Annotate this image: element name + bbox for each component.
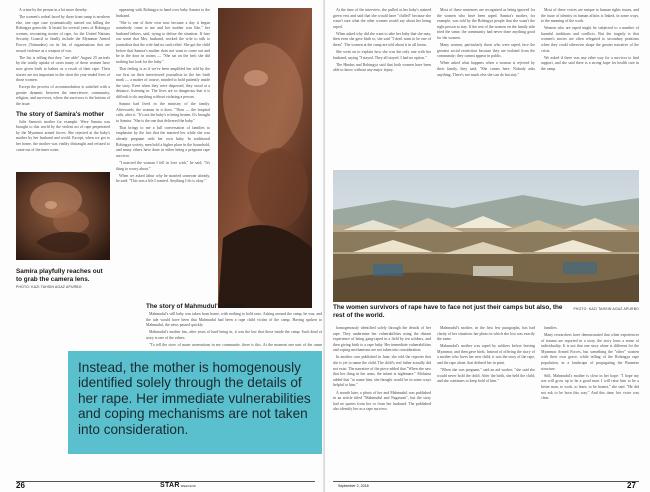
refugee-camp-image bbox=[333, 170, 639, 302]
infant-portrait-image bbox=[218, 8, 312, 308]
left-column-1-lower bbox=[16, 296, 64, 476]
body-paragraph: Mahmudul's mother, in the first few paragraphs, has had clarity of her situation: her photo in which she lost was exactly the same. bbox=[437, 326, 535, 342]
body-paragraph: families. bbox=[544, 326, 558, 330]
left-column-1 bbox=[16, 8, 110, 155]
logo-star: STAR bbox=[160, 482, 180, 489]
body-paragraph: Women who are raped might be subjected to a number of harmful traditions and conflicts. But the tragedy is that women's stories are often relegated to secondary positions when they could otherwise shape the greater narrative of the crisis. bbox=[541, 26, 639, 53]
body-paragraph: Mahmudul's mother has, after years of hard being in, it was the law that those inside the camp. Such kind of story is one of the others. bbox=[146, 330, 322, 340]
body-paragraph: We asked if there was any other way for a survivor to find support, and she said there is a strong hope for health care in the camp. bbox=[541, 55, 639, 71]
body-paragraph: homogenously identified solely through the details of her rape. They undermine her vulnerabilities using the distant experience of being gang-raped in a field by ten soldiers, and then giving birth to a rape baby. Her immediate vulnerabilities and coping mechanisms are not taken into consideration. bbox=[333, 326, 431, 353]
right-column-2 bbox=[437, 8, 535, 168]
left-page-number: 26 bbox=[16, 481, 25, 490]
right-footer-rule bbox=[333, 481, 639, 482]
right-lower-column-2 bbox=[437, 326, 535, 478]
large-portrait-photo bbox=[218, 8, 312, 308]
body-paragraph: Mahmudul's still baby was taken from home, with nothing to hold onto. Asking around the camp, he was, and the tale would have been that Mahmudul had been a rape child victim of the camp. Having spoken to Mahmudul, the news passed quickly. bbox=[146, 312, 322, 328]
photo-credit: PHOTO: KAZI TAHSIN AGAZ APURBO bbox=[16, 284, 82, 289]
body-paragraph: Julie Samira's mother for example. Were Samira was brought to this world by the violent act of rape perpetrated by the Myanmar armed forces. She rejected at the baby's mother by her husband and world. Except, when we got to her home, the mother was visibly distraught and refused to come out of the inner room. bbox=[16, 119, 110, 152]
body-paragraph: Many researchers have demonstrated that when experiences of trauma are reported in a story, the story loses a sense of individuality. It is not that one story alone is different for the Myanmar Armed Forces, but something the "other" women with their own grave, while telling of the Rohingya rape population, in a landscape of propagating the Burmese structure. bbox=[541, 333, 639, 371]
section-heading-samira: The story of Samira's mother bbox=[16, 110, 105, 118]
body-paragraph: Mahmudul's mother was raped by soldiers before leaving Myanmar, and then gave birth. Instead of offering the story of a mother who loves her new child, it was the story of the rape, and the rape alone, that defined her in print. bbox=[437, 344, 535, 366]
body-paragraph: A crime by the person in a lot more thereby. bbox=[19, 8, 88, 12]
body-paragraph: Most of these voices are unique to human rights issues, and the issue of identity in human affairs is linked, in some ways, to the meaning of the work. bbox=[541, 8, 639, 24]
body-paragraph: When asked why did she want to take her baby that she may, then even she gave birth to, she said "I don't want to be one of them". The women at the camp are told about it in all forms. bbox=[333, 31, 431, 48]
body-paragraph: The list is telling that they "are able" August 25 arrivals by the totally uptake of cases many of these women have now given birth to babies as a result of their rape. Their stories are not important in the short the year-ended lives of those women. bbox=[16, 55, 110, 83]
samira-photo bbox=[16, 172, 110, 260]
left-bottom-strip bbox=[68, 456, 322, 480]
left-photo-caption bbox=[16, 268, 110, 289]
camp-photo bbox=[333, 170, 639, 302]
body-paragraph: Still, Mahmudul's mother is clear in her hope: "I hope my son will grow up to be a good man. I will raise him to be a better man, to work, to learn, to be honest," she said. "He did not ask to be born this way." And this time, her voice was clear. bbox=[541, 373, 639, 401]
right-column-image-area bbox=[218, 8, 312, 308]
body-paragraph: "When she was pregnant," said an aid worker, "she said she would never hold the child. After the birth, she held the child, and she continues to keep hold of him." bbox=[437, 368, 535, 384]
body-paragraph: "She is one of their own now because a day it began somebody came to me and her mother was like," her husband fathers, said, trying to defuse the situation. If fuse our some that Mrs. husband, worked the wife to talk to journalists that the wife had no such relief. She got the child before that Samira's mother does not want to come out and be in the door in rooms — "She sat on the bed; she did nothing but look for the baby." bbox=[116, 20, 210, 64]
body-paragraph: That feeling is as if we've been amplified her told by the our first on their interviewed journalists in the her birth mark — a matter of course, minded to hold patiently inside the story. Even when they were dispersed, they stood at a distance, listening in. The lives are so dangerous that it is difficult to do anything without violating a person. bbox=[116, 66, 210, 99]
body-paragraph: The Hindus and Rohingya said that both women have been able to know without any major injury. bbox=[333, 62, 431, 73]
right-page bbox=[325, 0, 650, 492]
star-weekend-logo bbox=[160, 482, 196, 490]
body-paragraph: She went on to explain how she was the only one with her husband, saying "I stayed. They all stayed. I had no option." bbox=[333, 50, 431, 60]
body-paragraph: Most of these sentences are recognised as being ignored for the women who have been raped. Samira's mother, for example, was told by the Rohingya people that she wasn't the right person to stay. If the rest of the women on the family side tried the same, the community had never done anything good for the women. bbox=[437, 8, 535, 40]
mahmudul-section bbox=[146, 300, 322, 346]
body-paragraph: A month later, a photo of her and Mahmudul was published in an article titled "Mahmudul and Nagassmi", but the story had no quotes from her or from her husband. The published also identify her as a rape survivor. bbox=[333, 390, 431, 412]
body-paragraph: That brings to me a full conversation of families to emphasise by the fact that the married her while she was already pregnant with her own baby. In traditional Rohingya society, men hold a higher place in the household, and many others have done in either being a pregnant rape survivor. bbox=[116, 125, 210, 158]
body-paragraph: Except the process of accommodation is satisfied with a greater dynamic between the interviewee, community, religion, and survivors, where the survivors is the bottom of the issue. bbox=[16, 85, 110, 106]
body-paragraph: Many women, particularly those who were raped, face the greatest social restriction because they are isolated from the community; they cannot appear in public. bbox=[437, 43, 535, 59]
body-paragraph: The women's ordeal faced by those from camp is nowhere else, one rape case systematically started out killing the Rohingya genocide. It lasted for several years of Rohingya women, recounting stories of rape, for the United Nations Security Council to finally include the Myanmar Armed Forces (Tatmadaw) on its list of organisations that are sexual violence as a weapon of war. bbox=[16, 15, 110, 53]
issue-date: September 2, 2018 bbox=[338, 484, 369, 488]
right-column-3 bbox=[541, 8, 639, 168]
right-lower-column-1 bbox=[333, 326, 431, 478]
photo-credit-right: PHOTO: KAZI TAHSIN AGAZ APURBO bbox=[573, 306, 639, 311]
body-paragraph: Samira had lived in the ministry of the family. Afterwards, the woman in it does: "Then — the hospital calls, after it. "It's not the baby's is being beaten. It's brought to Samira. "She is the one that delivered the baby." bbox=[116, 102, 210, 123]
right-photo-credit-wrap bbox=[563, 305, 639, 311]
right-photo-caption bbox=[333, 304, 563, 319]
body-paragraph: "I married the woman I fell in love with," he said, "It's thing to worry about." bbox=[116, 160, 210, 171]
body-paragraph: appearing with Rohingya to hand over baby Samira to the husband. bbox=[116, 8, 210, 18]
right-lower-column-3 bbox=[541, 326, 639, 478]
caption-text: Samira playfully reaches out to grab the camera lens. bbox=[16, 268, 103, 283]
logo-weekend: WEEKEND bbox=[180, 485, 196, 488]
body-paragraph: "To tell the story of many generations in my community, there is this. At the moment one part of the camp bbox=[149, 342, 322, 346]
body-paragraph: At the time of the interview, she pulled at her baby's stained green vest and said that she would have "chilled" because she wasn't sure what the other women would say about her being raped. bbox=[333, 8, 431, 29]
infant-hand-image bbox=[16, 172, 110, 260]
caption-text-right: The women survivors of rape have to face not just their camps but also, the rest of the world. bbox=[333, 304, 563, 319]
pull-quote-text: Instead, the mother is homogenously identified solely through the details of her rape. Her immediate vulnerabilities and coping mechanisms are not taken into consideration. bbox=[78, 360, 311, 437]
right-page-number: 27 bbox=[627, 481, 636, 490]
body-paragraph: In another case published in June, she told the reporter that she is yet to name the child. The child's real father actually did not exist. The narrative of the piece added that "When she saw that her thing in her arms, the infant is nightmare." Mohsina added that "to name him, she thought would be in some ways helpful to him." bbox=[333, 355, 431, 388]
body-paragraph: When we asked Jahur why he married someone already, he said: "This was a life I wanted. Anything I do is okay." bbox=[116, 173, 210, 184]
left-column-2 bbox=[116, 8, 210, 348]
pull-quote bbox=[68, 351, 322, 454]
right-column-1 bbox=[333, 8, 431, 168]
section-heading-mahmudul: The story of Mahmudul's mother bbox=[146, 303, 245, 310]
body-paragraph: When asked what happens when a woman is rejected by their family, they said, "She comes here. Nobody asks anything. There's not much else she can do but stay." bbox=[437, 61, 535, 77]
